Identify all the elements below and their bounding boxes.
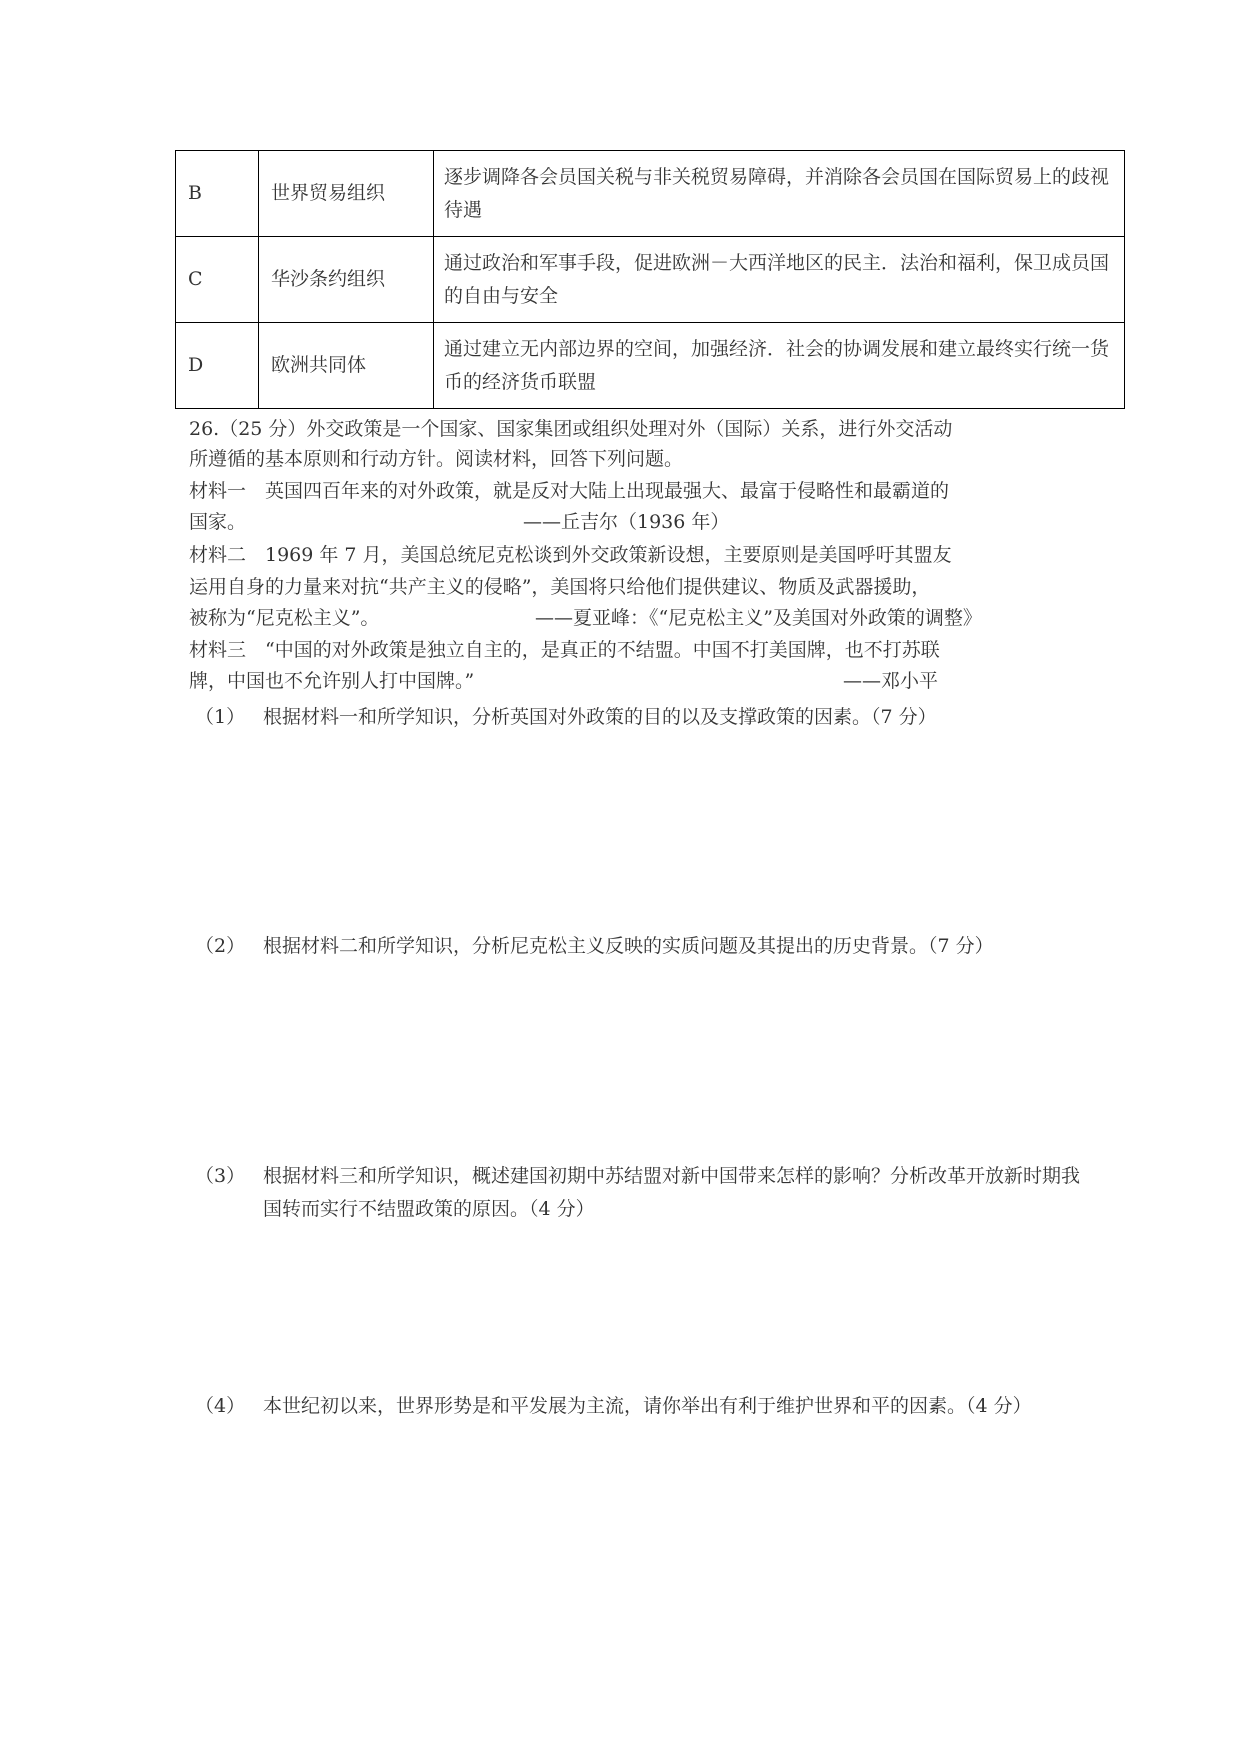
sub-question-number: （3） (195, 1165, 246, 1187)
organization-name: 欧洲共同体 (259, 323, 434, 409)
organization-name: 华沙条约组织 (259, 237, 434, 323)
organization-description: 通过建立无内部边界的空间，加强经济．社会的协调发展和建立最终实行统一货币的经济货币联盟 (434, 323, 1125, 409)
question-intro-line1: 26.（25 分）外交政策是一个国家、国家集团或组织处理对外（国际）关系，进行外交活动 (189, 418, 953, 440)
table-row (176, 237, 1125, 323)
option-label: D (176, 323, 259, 409)
organization-description: 通过政治和军事手段，促进欧洲－大西洋地区的民主．法治和福利，保卫成员国的自由与安全 (434, 237, 1125, 323)
sub-question-text: 根据材料二和所学知识，分析尼克松主义反映的实质问题及其提出的历史背景。（7 分） (263, 935, 994, 957)
table-row (176, 151, 1125, 237)
material2-source: ——夏亚峰：《“尼克松主义”及美国对外政策的调整》 (535, 607, 982, 629)
options-table (175, 150, 1125, 409)
question-intro-line2: 所遵循的基本原则和行动方针。阅读材料，回答下列问题。 (189, 448, 684, 470)
sub-question-text: 本世纪初以来，世界形势是和平发展为主流，请你举出有利于维护世界和平的因素。（4 分） (263, 1395, 1032, 1417)
organization-description: 逐步调降各会员国关税与非关税贸易障碍，并消除各会员国在国际贸易上的歧视待遇 (434, 151, 1125, 237)
material2-line3: 被称为“尼克松主义”。 (189, 607, 380, 629)
option-label: C (176, 237, 259, 323)
material1-line2: 国家。 (189, 511, 247, 533)
material1-source: ——丘吉尔（1936 年） (523, 511, 730, 533)
sub-question-number: （1） (195, 706, 246, 728)
material3-line2: 牌，中国也不允许别人打中国牌。” (189, 670, 475, 692)
material2-line1: 材料二 1969 年 7 月，美国总统尼克松谈到外交政策新设想，主要原则是美国呼吁其盟友 (189, 544, 952, 566)
material1-line1: 材料一 英国四百年来的对外政策，就是反对大陆上出现最强大、最富于侵略性和最霸道的 (189, 480, 950, 502)
organization-name: 世界贸易组织 (259, 151, 434, 237)
sub-question-text: 根据材料一和所学知识，分析英国对外政策的目的以及支撑政策的因素。（7 分） (263, 706, 937, 728)
option-label: B (176, 151, 259, 237)
sub-question-number: （2） (195, 935, 246, 957)
material3-line1: 材料三 “中国的对外政策是独立自主的，是真正的不结盟。中国不打美国牌，也不打苏联 (189, 639, 940, 661)
sub-question-number: （4） (195, 1395, 246, 1417)
material2-line2: 运用自身的力量来对抗“共产主义的侵略”，美国将只给他们提供建议、物质及武器援助， (189, 576, 931, 598)
sub-question-text: 根据材料三和所学知识，概述建国初期中苏结盟对新中国带来怎样的影响？分析改革开放新时期我国转而实行不结盟政策的原因。（4 分） (263, 1165, 1081, 1220)
material3-source: ——邓小平 (843, 670, 939, 692)
table-row (176, 323, 1125, 409)
